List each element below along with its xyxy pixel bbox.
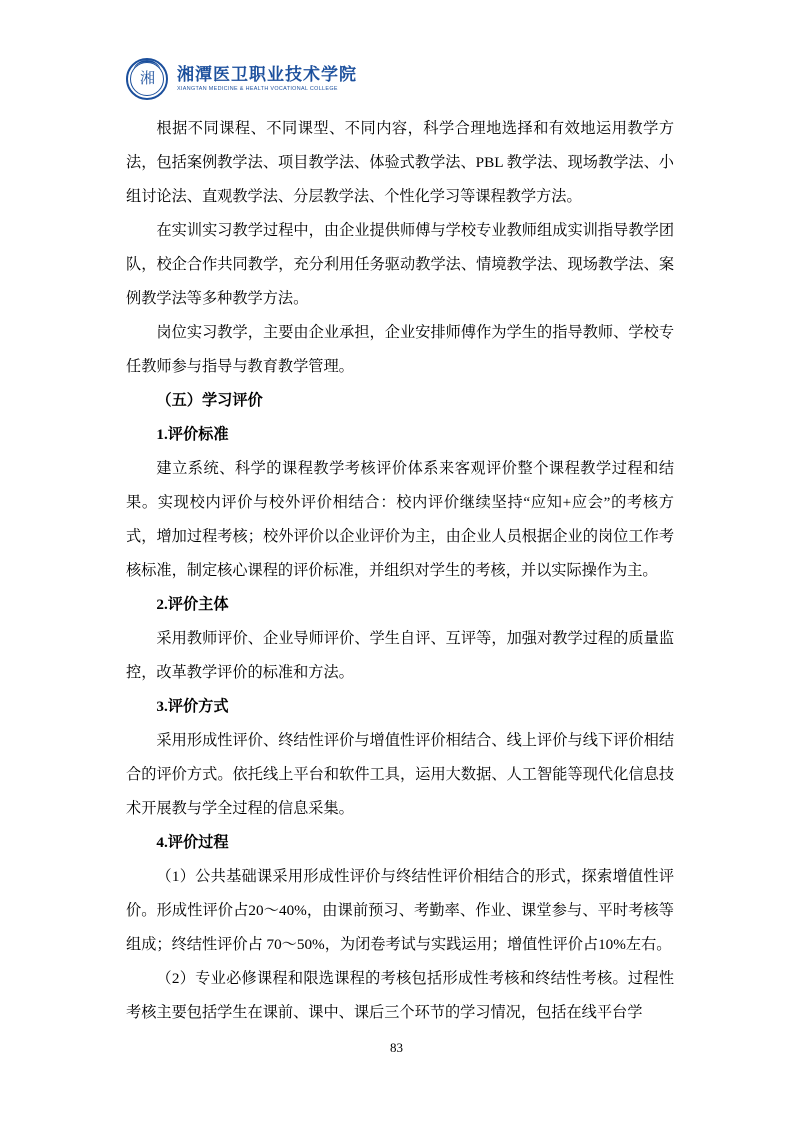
logo-text-block [177,66,357,92]
college-logo [125,55,357,103]
page-number: 83 [390,1040,403,1055]
paragraph: 采用教师评价、企业导师评价、学生自评、互评等，加强对教学过程的质量监控，改革教学评价的标准和方法。 [126,630,674,681]
document-body [126,112,674,1030]
paragraph: 建立系统、科学的课程教学考核评价体系来客观评价整个课程教学过程和结果。实现校内评价与校外评价相结合：校内评价继续坚持“应知+应会”的考核方式，增加过程考核；校外评价以企业评价为主，由企业人员根据企业的岗位工作考核标准，制定核心课程的评价标准，并组织对学生的考核，并以实际操作为主。 [126,460,674,579]
college-emblem-icon [125,57,169,101]
paragraph: 岗位实习教学，主要由企业承担，企业安排师傅作为学生的指导教师、学校专任教师参与指导与教育教学管理。 [126,324,674,375]
paragraph: （1）公共基础课采用形成性评价与终结性评价相结合的形式，探索增值性评价。形成性评价占20～40%，由课前预习、考勤率、作业、课堂参与、平时考核等组成；终结性评价占 70～50%，为闭卷考试与实践运用；增值性评价占10%左右。 [126,868,674,953]
sub-heading: 3.评价方式 [156,698,229,715]
college-name-cn: 湘潭医卫职业技术学院 [177,64,357,84]
sub-heading: 1.评价标准 [156,426,229,443]
sub-heading: 4.评价过程 [156,834,229,851]
paragraph: （2）专业必修课程和限选课程的考核包括形成性考核和终结性考核。过程性考核主要包括学生在课前、课中、课后三个环节的学习情况，包括在线平台学 [126,970,674,1021]
paragraph: 根据不同课程、不同课型、不同内容，科学合理地选择和有效地运用教学方法，包括案例教学法、项目教学法、体验式教学法、PBL 教学法、现场教学法、小组讨论法、直观教学法、分层教学法、个性化学习等课程教学方法。 [126,120,674,205]
section-heading: （五）学习评价 [156,392,263,409]
emblem-glyph: 湘 [139,71,154,87]
college-name-en: XIANGTAN MEDICINE & HEALTH VOCATIONAL COLLEGE [177,85,338,92]
paragraph: 采用形成性评价、终结性评价与增值性评价相结合、线上评价与线下评价相结合的评价方式。依托线上平台和软件工具，运用大数据、人工智能等现代化信息技术开展教与学全过程的信息采集。 [126,732,674,817]
paragraph: 在实训实习教学过程中，由企业提供师傅与学校专业教师组成实训指导教学团队，校企合作共同教学，充分利用任务驱动教学法、情境教学法、现场教学法、案例教学法等多种教学方法。 [126,222,674,307]
sub-heading: 2.评价主体 [156,596,229,613]
